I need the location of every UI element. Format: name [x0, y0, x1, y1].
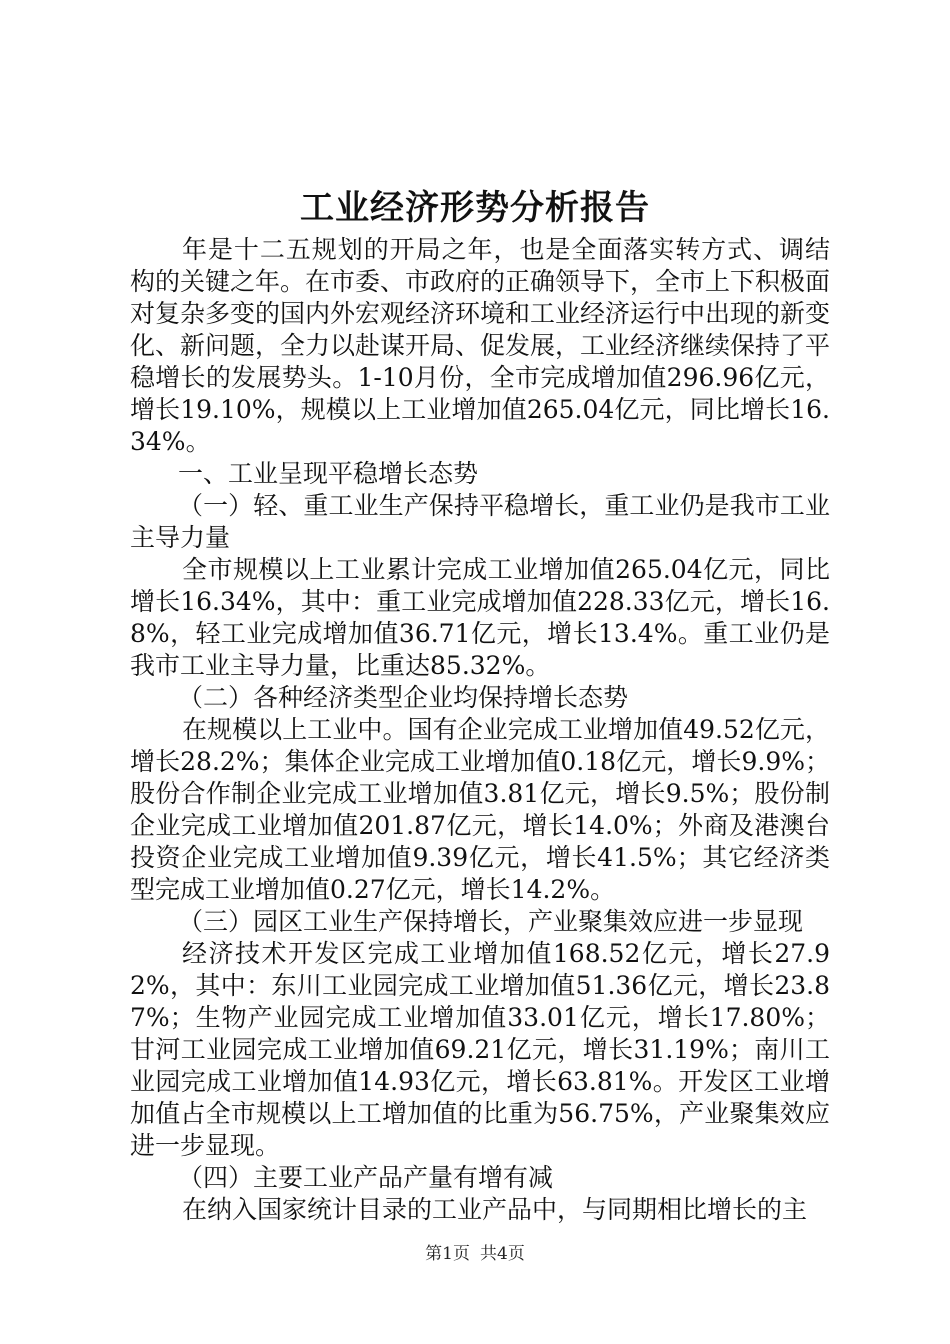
page-number: 第1页	[425, 1244, 470, 1264]
body-paragraph-2: 在规模以上工业中。国有企业完成工业增加值49.52亿元，增长28.2%；集体企业完成工业增加值0.18亿元，增长9.9%；股份合作制企业完成工业增加值3.81亿元，增长9.5%；股份制企业完成工业增加值201.87亿元，增长14.0%；外商及港澳台投资企业完成工业增加值9.39亿元，增长41.5%；其它经济类型完成工业增加值0.27亿元，增长14.2%。	[130, 715, 830, 904]
body-paragraph-1: 全市规模以上工业累计完成工业增加值265.04亿元，同比增长16.34%，其中：重工业完成增加值228.33亿元，增长16.8%，轻工业完成增加值36.71亿元，增长13.4%。重工业仍是我市工业主导力量，比重达85.32%。	[130, 555, 830, 680]
page-footer	[0, 1242, 950, 1266]
subsection-heading-2: （二）各种经济类型企业均保持增长态势	[178, 683, 629, 712]
document-title: 工业经济形势分析报告	[300, 188, 650, 228]
document-body	[130, 234, 830, 1226]
body-paragraph-4: 在纳入国家统计目录的工业产品中，与同期相比增长的主	[182, 1195, 808, 1224]
body-paragraph-3: 经济技术开发区完成工业增加值168.52亿元，增长27.92%，其中：东川工业园完成工业增加值51.36亿元，增长23.87%；生物产业园完成工业增加值33.01亿元，增长17.80%；甘河工业园完成工业增加值69.21亿元，增长31.19%；南川工业园完成工业增加值14.93亿元，增长63.81%。开发区工业增加值占全市规模以上工增加值的比重为56.75%，产业聚集效应进一步显现。	[130, 939, 830, 1160]
subsection-heading-1: （一）轻、重工业生产保持平稳增长，重工业仍是我市工业主导力量	[130, 491, 830, 552]
subsection-heading-3: （三）园区工业生产保持增长，产业聚集效应进一步显现	[178, 907, 804, 936]
intro-paragraph: 年是十二五规划的开局之年，也是全面落实转方式、调结构的关键之年。在市委、市政府的正确领导下，全市上下积极面对复杂多变的国内外宏观经济环境和工业经济运行中出现的新变化、新问题，全力以赴谋开局、促发展，工业经济继续保持了平稳增长的发展势头。1-10月份，全市完成增加值296.96亿元，增长19.10%，规模以上工业增加值265.04亿元，同比增长16.34%。	[130, 235, 831, 456]
section-heading-1: 一、工业呈现平稳增长态势	[178, 459, 479, 488]
page-total: 共4页	[480, 1244, 525, 1264]
subsection-heading-4: （四）主要工业产品产量有增有减	[178, 1163, 554, 1192]
